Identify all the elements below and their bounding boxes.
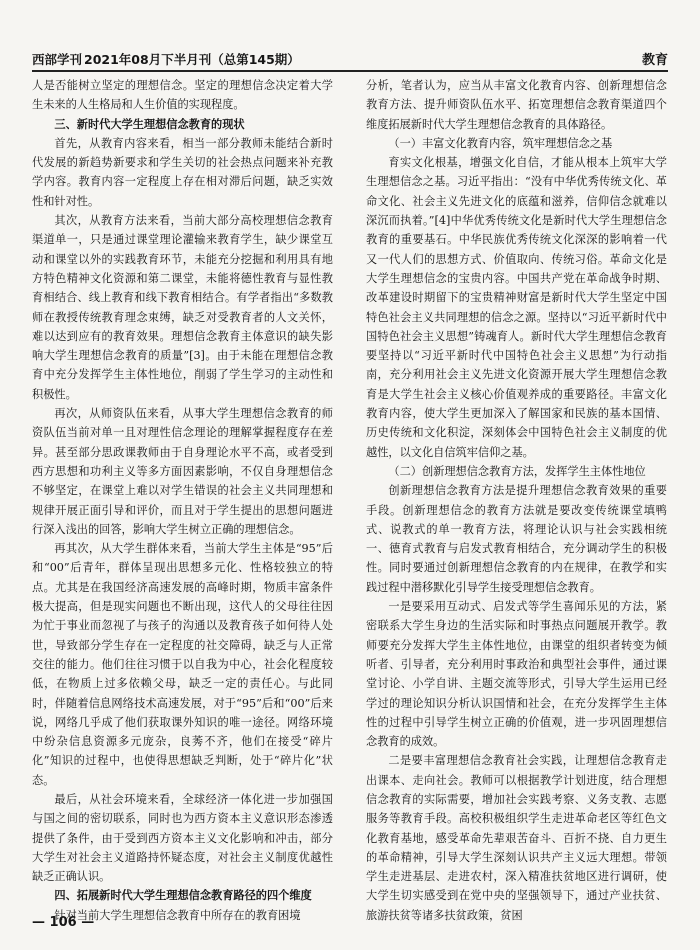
body-paragraph: 一是要采用互动式、启发式等学生喜闻乐见的方法，紧密联系大学生身边的生活实际和时事热点问题展开教学。教师要充分发挥大学生主体性地位，由课堂的组织者转变为倾听者、引导者，充分利用时事政治和典型社会事件，通过课堂讨论、小学自讲、主题交流等形式，引导大学生运用已经学过的理论知识分析认识国情和社会，在充分发挥学生主体性的过程中引导学生树立正确的价值观，进一步巩固理想信念教育的成效。 bbox=[366, 600, 667, 749]
body-paragraph: 分析，笔者认为，应当从丰富文化教育内容、创新理想信念教育方法、提升师资队伍水平、拓宽理想信念教育渠道四个维度拓展新时代大学生理想信念教育的具体路径。 bbox=[366, 79, 667, 131]
subsection-heading: （二）创新理想信念教育方法，发挥学生主体性地位 bbox=[388, 464, 646, 478]
section-heading: 四、拓展新时代大学生理想信念教育路径的四个维度 bbox=[54, 889, 312, 903]
body-paragraph: 人是否能树立坚定的理想信念。坚定的理想信念决定着大学生未来的人生格局和人生价值的实现程度。 bbox=[32, 79, 333, 112]
body-paragraph: 首先，从教育内容来看，相当一部分教师未能结合新时代发展的新趋势新要求和学生关切的社会热点问题来补充教学内容。教育内容一定程度上存在相对滞后问题，缺乏实效性和针对性。 bbox=[32, 136, 333, 208]
body-paragraph: 针对当前大学生理想信念教育中所存在的教育困境 bbox=[54, 908, 301, 922]
issue-info: 2021年08月下半月刊（总第145期） bbox=[84, 52, 300, 67]
page-number: — 106 — bbox=[32, 915, 95, 930]
left-column bbox=[32, 76, 333, 922]
body-paragraph: 育实文化根基，增强文化自信，才能从根本上筑牢大学生理想信念之基。习近平指出：“没有中华优秀传统文化、革命文化、社会主义先进文化的底蕴和滋养，信仰信念就难以深沉而执着。”[4]中华优秀传统文化是新时代大学生理想信念教育的重要基石。中华民族优秀传统文化深深的影响着一代又一代人们的思想方式、价值取向、传统习俗。革命文化是大学生理想信念的宝贵内容。中国共产党在革命战争时期、改革建设时期留下的宝贵精神财富是新时代大学生坚定中国特色社会主义共同理想的信念之源。坚持以“习近平新时代中国特色社会主义思想”铸魂育人。新时代大学生理想信念教育要坚持以“习近平新时代中国特色社会主义思想”为行动指南，充分利用社会主义先进文化资源开展大学生理想信念教育是大学生社会主义核心价值观养成的重要路径。丰富文化教育内容，使大学生更加深入了解国家和民族的基本国情、历史传统和文化积淀，深刻体会中国特色社会主义制度的优越性，以文化自信筑牢信仰之基。 bbox=[366, 156, 667, 459]
body-paragraph: 最后，从社会环境来看，全球经济一体化进一步加强国与国之间的密切联系，同时也为西方资本主义意识形态渗透提供了条件，由于受到西方资本主义文化影响和冲击，部分大学生对社会主义道路持怀疑态度，对社会主义制度优越性缺乏正确认识。 bbox=[32, 792, 333, 884]
header-left bbox=[32, 50, 302, 68]
section-heading: 三、新时代大学生理想信念教育的现状 bbox=[54, 117, 245, 131]
journal-title: 西部学刊 bbox=[32, 52, 83, 67]
section-label: 教育 bbox=[641, 53, 668, 68]
right-column bbox=[366, 76, 667, 922]
body-paragraph: 再其次，从大学生群体来看，当前大学生主体是“95”后和“00”后青年，群体呈现出思想多元化、性格较独立的特点。尤其是在我国经济高速发展的高峰时期，物质丰富条件极大提高，但是现实问题也不断出现，这代人的父母往往因为忙于事业而忽视了与孩子的沟通以及教育孩子如何待人处世，导致部分学生存在一定程度的社交障碍，缺乏与人正常交往的能力。他们往往习惯于以自我为中心，社会化程度较低，在物质上过多依赖父母，缺乏一定的责任心。与此同时，伴随着信息网络技术高速发展，对于“95”后和“00”后来说，网络几乎成了他们获取课外知识的唯一途径。网络环境中纷杂信息资源多元庞杂，良莠不齐，他们在接受“碎片化”知识的过程中，也使得思想缺乏判断，处于“碎片化”状态。 bbox=[32, 542, 333, 787]
body-paragraph: 二是要丰富理想信念教育社会实践，让理想信念教育走出课本、走向社会。教师可以根据教学计划进度，结合理想信念教育的实际需要，增加社会实践考察、义务支教、志愿服务等教育手段。高校积极组织学生走进革命老区等红色文化教育基地，感受革命先辈艰苦奋斗、百折不挠、自力更生的革命精神，引导大学生深刻认识共产主义远大理想。带领学生走进基层、走进农村，深入精准扶贫地区进行调研，使大学生切实感受到在党中央的坚强领导下，通过产业扶贫、旅游扶贫等诸多扶贫政策，贫困 bbox=[366, 754, 667, 922]
body-paragraph: 其次，从教育方法来看，当前大部分高校理想信念教育渠道单一，只是通过课堂理论灌输来教育学生，缺少课堂互动和课堂以外的实践教育环节，未能充分挖掘和利用具有地方特色精神文化资源和第二课堂，未能将德性教育与显性教育相结合、线上教育和线下教育相结合。有学者指出“多数教师在教授传统教育理念束缚，缺乏对受教育者的人文关怀，难以达到应有的教育效果。理想信念教育主体意识的缺失影响大学生理想信念教育的质量”[3]。由于未能在理想信念教育中充分发挥学生主体性地位，削弱了学生学习的主动性和积极性。 bbox=[32, 214, 333, 401]
body-paragraph: 再次，从师资队伍来看，从事大学生理想信念教育的师资队伍当前对单一且对理性信念理论的理解掌握程度存在差异。甚至部分思政课教师由于自身理论水平不高，或者受到西方思想和功利主义等多方面因素影响，不仅自身理想信念不够坚定，在课堂上难以对学生错误的社会主义共同理想和规律开展正面引导和评价，而且对于学生提出的思想问题进行深入浅出的回答，影响大学生树立正确的理想信念。 bbox=[32, 407, 333, 536]
page-header bbox=[32, 48, 668, 72]
subsection-heading: （一）丰富文化教育内容，筑牢理想信念之基 bbox=[388, 136, 613, 150]
body-paragraph: 创新理想信念教育方法是提升理想信念教育效果的重要手段。创新理想信念的教育方法就是要改变传统课堂填鸭式、说教式的单一教育方法，将理论认识与社会实践相统一、德育式教育与启发式教育相结合，充分调动学生的积极性。同时要通过创新理想信念教育的内在规律，在教学和实践过程中潜移默化引导学生接受理想信念教育。 bbox=[366, 484, 667, 594]
